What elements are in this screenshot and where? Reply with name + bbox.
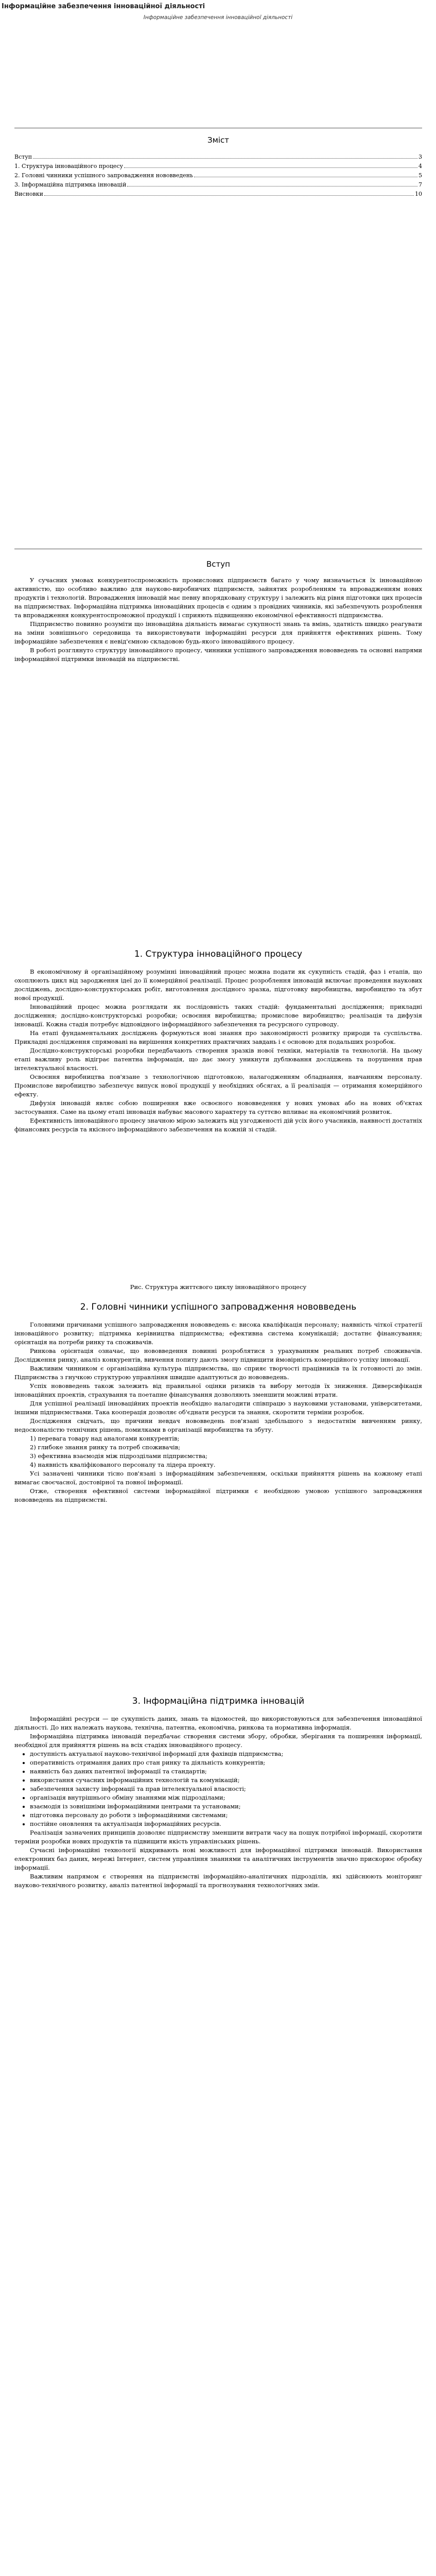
paragraph: Головними причинами успішного запровадження нововведень є: висока кваліфікація персоналу; наявність чіткої стратегії інноваційного розвитку; підтримка керівництва підприємства; ефективна система комунікацій; достатнє фінансування; орієнтація на потреби ринку та споживачів. — [14, 1321, 422, 1346]
list-item: • наявність баз даних патентної інформації та стандартів; — [30, 1767, 422, 1776]
paragraph: Освоєння виробництва пов'язане з технологічною підготовкою, налагодженням обладнання, навчанням персоналу. Промислове виробництво забезпечує випуск нової продукції у необхідних обсягах, а її реалізація — отримання комерційного ефекту. — [14, 1073, 422, 1098]
paragraph: Ефективність інноваційного процесу значною мірою залежить від узгодженості дій усіх його учасників, наявності достатніх фінансових ресурсів та якісного інформаційного забезпечення на кожній зі стадій. — [14, 1117, 422, 1133]
toc-item[interactable]: 2. Головні чинники успішного запровадження нововведень 5 — [14, 172, 422, 179]
paragraph: Інформаційна підтримка інновацій передбачає створення системи збору, обробки, зберігання та поширення інформації, необхідної для прийняття рішень на всіх стадіях інноваційного процесу. — [14, 1733, 422, 1749]
section-3 — [14, 1695, 422, 1890]
toc-item[interactable]: 3. Інформаційна підтримка інновацій 7 — [14, 181, 422, 189]
paragraph: Сучасні інформаційні технології відкривають нові можливості для інформаційної підтримки інновацій. Використання електронних баз даних, мережі Інтернет, систем управління знаннями та аналітичних інструментів значно прискорює обробку інформації. — [14, 1846, 422, 1872]
paragraph: Підприємство повинно розуміти що інноваційна діяльність вимагає сукупності знань та вмінь, здатність швидко реагувати на зміни зовнішнього середовища та використовувати інформаційні ресурси для прийняття ефективних рішень. Тому інформаційне забезпечення є невід'ємною складовою будь-якого інноваційного процесу. — [14, 620, 422, 646]
list-item: • взаємодія із зовнішніми інформаційними центрами та установами; — [30, 1802, 422, 1811]
list-item: 1) перевага товару над аналогами конкурентів; — [30, 1435, 180, 1443]
paragraph: Дослідно-конструкторські розробки передбачають створення зразків нової техніки, матеріалів та технологій. На цьому етапі важливу роль відіграє патентна інформація, що дає змогу уникнути дублювання досліджень та порушення прав інтелектуальної власності. — [14, 1047, 422, 1072]
toc-item[interactable]: 1. Структура інноваційного процесу 4 — [14, 163, 422, 170]
paragraph: Усі зазначені чинники тісно пов'язані з інформаційним забезпеченням, оскільки прийняття рішень на кожному етапі вимагає своєчасної, достовірної та повної інформації. — [14, 1470, 422, 1486]
intro-heading: Вступ — [206, 560, 230, 569]
section-3-heading: 3. Інформаційна підтримка інновацій — [132, 1696, 305, 1706]
paragraph: На етапі фундаментальних досліджень формуються нові знання про закономірності розвитку природи та суспільства. Прикладні дослідження спрямовані на вирішення конкретних практичних завдань і є основою для подальших розробок. — [14, 1029, 422, 1046]
paragraph: У сучасних умовах конкурентоспроможність промислових підприємств багато у чому визначається їх інноваційною активністю, що особливо важливо для науково-виробничих підприємств, зайнятих розробленням та впровадженням нових продуктів і технологій. Впровадження інновацій має певну впорядковану структуру і залежить від рівня підготовки цих процесів на підприємствах. Інформаційна підтримка інноваційних процесів є одним з провідних чинників, які забезпечують розроблення та впровадження конкурентоспроможної продукції і сприяють підвищенню економічної ефективності підприємства. — [14, 577, 422, 619]
list-item: 2) глибоке знання ринку та потреб споживачів; — [30, 1444, 181, 1451]
list-item: • забезпечення захисту інформації та прав інтелектуальної власності; — [30, 1785, 422, 1793]
intro-section — [14, 559, 422, 664]
section-2-heading: 2. Головні чинники успішного запровадження нововведень — [80, 1302, 357, 1312]
paragraph: Інноваційний процес можна розглядати як послідовність таких стадій: фундаментальні дослідження; прикладні дослідження; дослідно-конструкторські розробки; освоєння виробництва; промислове виробництво; реалізація та дифузія інновації. Кожна стадія потребує відповідного інформаційного забезпечення та ресурсного супроводу. — [14, 1003, 422, 1028]
list-item: • підготовка персоналу до роботи з інформаційними системами; — [30, 1811, 422, 1820]
paragraph: Важливим чинником є організаційна культура підприємства, що сприяє творчості працівників та їх готовності до змін. Підприємства з гнучкою структурою управління швидше адаптуються до нововведень. — [14, 1365, 422, 1381]
toc-heading: Зміст — [207, 135, 230, 145]
section-1-heading: 1. Структура інноваційного процесу — [134, 949, 303, 959]
paragraph: Успіх нововведень також залежить від правильної оцінки ризиків та вибору методів їх зниження. Диверсифікація інноваційних проектів, страхування та поетапне фінансування дозволяють зменшити можливі втрати. — [14, 1382, 422, 1399]
paragraph: В економічному й організаційному розумінні інноваційний процес можна подати як сукупність стадій, фаз і етапів, що охоплюють цикл від зародження ідеї до її комерційної реалізації. Процес розроблення інновацій включає проведення наукових досліджень, дослідно-конструкторських робіт, виготовлення дослідного зразка, підготовку виробництва, виробництво та збут нової продукції. — [14, 968, 422, 1002]
document-title: Інформаційне забезпечення інноваційної діяльності — [2, 3, 205, 10]
paragraph: В роботі розглянуто структуру інноваційного процесу, чинники успішного запровадження нововведень та основні напрями інформаційної підтримки інновацій на підприємстві. — [14, 647, 422, 663]
list-item: • доступність актуальної науково-технічної інформації для фахівців підприємства; — [30, 1750, 422, 1758]
list-item: • використання сучасних інформаційних технологій та комунікацій; — [30, 1776, 422, 1785]
bullet-list — [14, 1750, 422, 1828]
figure-caption: Рис. Структура життєвого циклу інноваційного процесу — [130, 1283, 307, 1291]
paragraph: Ринкова орієнтація означає, що нововведення повинні розроблятися з урахуванням реальних потреб споживачів. Дослідження ринку, аналіз конкурентів, вивчення попиту дають змогу підвищити ймовірність комерційного успіху інновації. — [14, 1347, 422, 1364]
toc-list — [14, 153, 422, 199]
list-item: 3) ефективна взаємодія між підрозділами підприємства; — [30, 1452, 208, 1460]
section-2 — [14, 1301, 422, 1504]
paragraph: Для успішної реалізації інноваційних проектів необхідно налагодити співпрацю з науковими установами, університетами, іншими підприємствами. Така кооперація дозволяє об'єднати ресурси та знання, скоротити терміни розробок. — [14, 1400, 422, 1416]
paragraph: Реалізація зазначених принципів дозволяє підприємству зменшити витрати часу на пошук потрібної інформації, скоротити терміни розробки нових продуктів та підвищити якість управлінських рішень. — [14, 1829, 422, 1845]
paragraph: Отже, створення ефективної системи інформаційної підтримки є необхідною умовою успішного запровадження нововведень на підприємстві. — [14, 1487, 422, 1504]
list-item: 4) наявність кваліфікованого персоналу та лідера проекту. — [30, 1461, 216, 1469]
paragraph: Інформаційні ресурси — це сукупність даних, знань та відомостей, що використовуються для забезпечення інноваційної діяльності. До них належать наукова, технічна, патентна, економічна, ринкова та нормативна інформація. — [14, 1715, 422, 1732]
paragraph: Дифузія інновацій являє собою поширення вже освоєного нововведення у нових умовах або на нових об'єктах застосування. Саме на цьому етапі інновація набуває масового характеру та суттєво впливає на економічний розвиток. — [14, 1099, 422, 1116]
document-subtitle: Інформаційне забезпечення інноваційної діяльності — [143, 14, 293, 21]
toc-item[interactable]: Вступ 3 — [14, 154, 422, 161]
list-item: • організація внутрішнього обміну знаннями між підрозділами; — [30, 1793, 422, 1802]
list-item: • оперативність отримання даних про стан ринку та діяльність конкурентів; — [30, 1758, 422, 1767]
paragraph: Дослідження свідчать, що причини невдач нововведень пов'язані здебільшого з недостатнім вивченням ринку, недосконалістю технічних рішень, помилками в організації виробництва та збуту. — [14, 1417, 422, 1434]
toc-item[interactable]: Висновки 10 — [14, 191, 422, 198]
list-item: • постійне оновлення та актуалізація інформаційних ресурсів. — [30, 1820, 422, 1828]
section-1 — [14, 948, 422, 1134]
toc-section — [14, 135, 422, 290]
paragraph: Важливим напрямом є створення на підприємстві інформаційно-аналітичних підрозділів, які здійснюють моніторинг науково-технічного розвитку, аналіз патентної інформації та прогнозування технологічних змін. — [14, 1873, 422, 1889]
